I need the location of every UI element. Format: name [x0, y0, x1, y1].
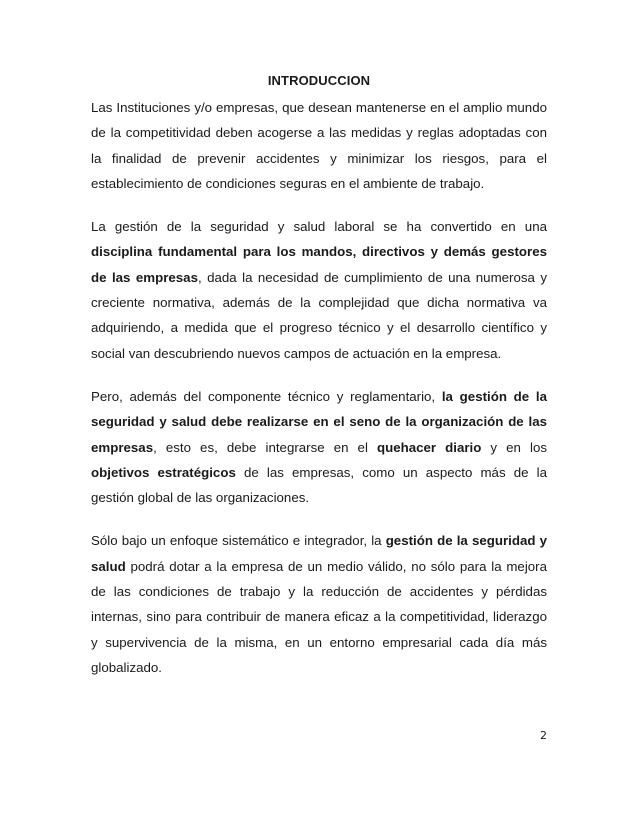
paragraph-1-run-1: Las Instituciones y/o empresas, que desean mantenerse en el amplio mundo de la competitividad deben acogerse a las medidas y reglas adoptadas con la finalidad de prevenir accidentes y minimizar los riesgos, para el establecimiento de condiciones seguras en el ambiente de trabajo.	[91, 100, 547, 191]
paragraph-2-run-1: La gestión de la seguridad y salud laboral se ha convertido en una	[91, 219, 547, 235]
paragraph-3-emphasis-1: la gestión de la seguridad y salud debe realizarse en el seno de la organización de las empresas	[91, 388, 548, 455]
paragraph-4-run-1: Sólo bajo un enfoque sistemático e integrador, la	[91, 533, 386, 549]
paragraph-2	[91, 214, 547, 366]
paragraph-3-run-3: , esto es, debe integrarse en el	[153, 439, 377, 455]
page-number: 2	[540, 729, 547, 742]
document-title: INTRODUCCION	[267, 73, 371, 88]
paragraph-3-run-5: y en los	[481, 439, 547, 455]
paragraph-3-run-1: Pero, además del componente técnico y reglamentario,	[91, 388, 442, 404]
paragraph-4-run-3: podrá dotar a la empresa de un medio válido, no sólo para la mejora de las condiciones de trabajo y la reducción de accidentes y pérdidas internas, sino para contribuir de manera eficaz a la competitividad, liderazgo y supervivencia de la misma, en un entorno empresarial cada día más globalizado.	[91, 558, 547, 675]
paragraph-2-run-3: , dada la necesidad de cumplimiento de una numerosa y creciente normativa, además de la complejidad que dicha normativa va adquiriendo, a medida que el progreso técnico y el desarrollo científico y social van descubriendo nuevos campos de actuación en la empresa.	[91, 269, 547, 361]
paragraph-4	[91, 528, 547, 680]
document-body	[91, 95, 547, 680]
paragraph-3-emphasis-2: quehacer diario	[376, 439, 482, 455]
paragraph-2-emphasis-1: disciplina fundamental para los mandos, directivos y demás gestores de las empresas	[91, 244, 547, 285]
paragraph-1	[91, 95, 547, 196]
paragraph-3	[91, 384, 547, 510]
paragraph-3-emphasis-3: objetivos estratégicos	[91, 464, 236, 480]
paragraph-3-run-7: de las empresas, como un aspecto más de la gestión global de las organizaciones.	[91, 464, 548, 506]
paragraph-4-emphasis-1: gestión de la seguridad y salud	[91, 533, 548, 574]
